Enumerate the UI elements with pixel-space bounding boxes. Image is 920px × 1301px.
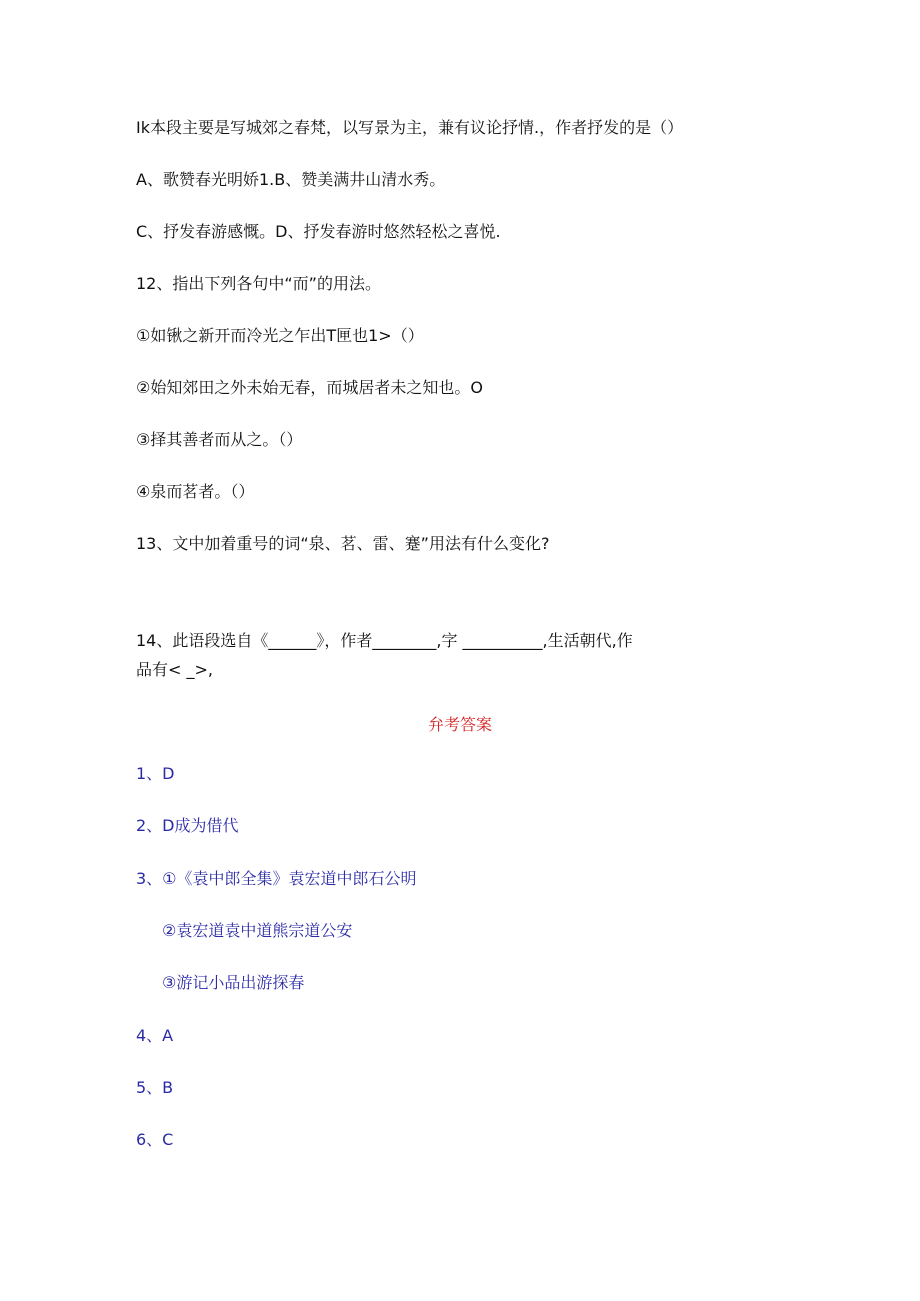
answer-6: 6、C <box>136 1130 174 1149</box>
answer-1: 1、D <box>136 764 175 783</box>
question-12-item-4: ④泉而茗者。（） <box>136 482 255 501</box>
answer-3: 3、①《袁中郎全集》袁宏道中郎石公明 <box>136 869 417 888</box>
question-12-item-2: ②始知郊田之外未始无春，而城居者未之知也。O <box>136 378 483 397</box>
answers-heading: 弁考答案 <box>427 715 492 734</box>
question-12-item-1: ①如锹之新开而冷光之乍出T匣也1>（） <box>136 326 424 345</box>
question-11-options-cd: C、抒发春游感慨。D、抒发春游时悠然轻松之喜悦. <box>136 222 501 241</box>
answer-2: 2、D成为借代 <box>136 816 239 835</box>
answer-3-part-3: ③游记小品出游探春 <box>162 973 305 992</box>
question-14-line-1: 14、此语段选自《______》，作者________,字 __________,生活朝代,作 <box>136 631 633 650</box>
question-11-options-ab: A、歌赞春光明娇1.B、赞美满井山清水秀。 <box>136 170 446 189</box>
question-11: Ik本段主要是写城郊之春梵，以写景为主，兼有议论抒情.，作者抒发的是（） <box>136 118 684 137</box>
question-14-line-2: 品有< _>, <box>136 660 213 679</box>
answer-3-part-2: ②袁宏道袁中道熊宗道公安 <box>162 921 353 940</box>
question-12: 12、指出下列各句中“而”的用法。 <box>136 274 381 293</box>
question-12-item-3: ③择其善者而从之。（） <box>136 430 303 449</box>
answer-5: 5、B <box>136 1078 174 1097</box>
question-13: 13、文中加着重号的词“泉、茗、雷、蹇”用法有什么变化? <box>136 534 550 553</box>
answer-4: 4、A <box>136 1026 174 1045</box>
